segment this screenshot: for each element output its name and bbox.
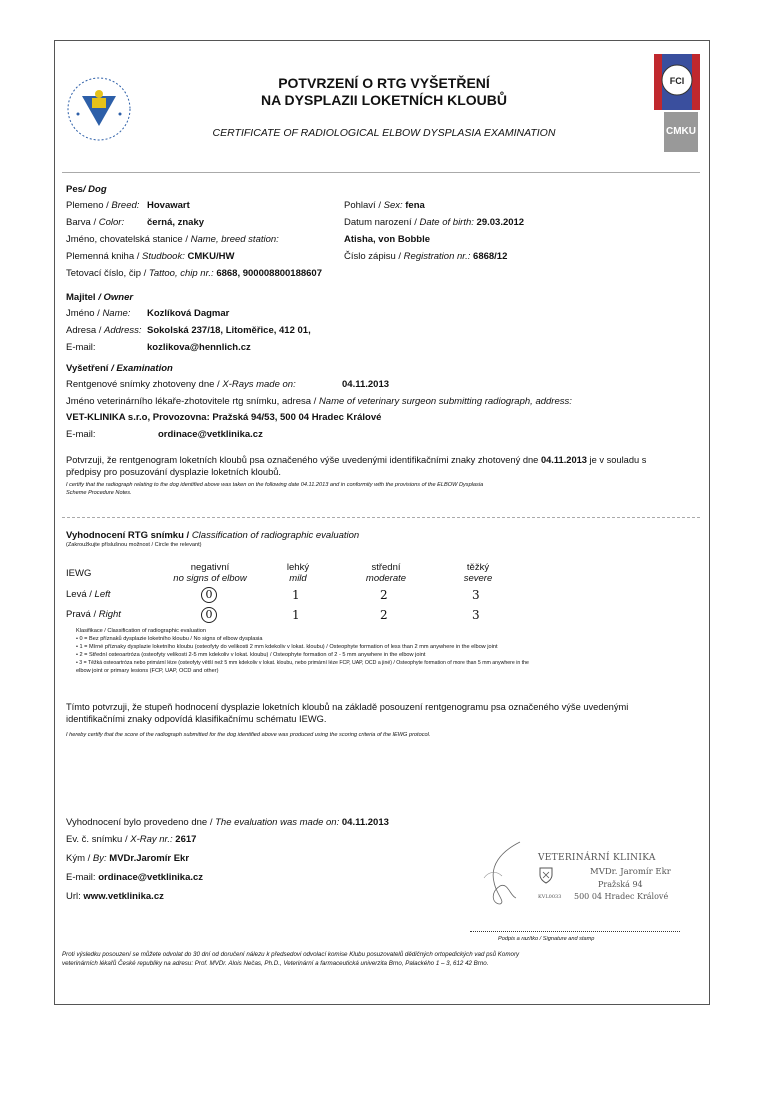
- evaluation-date-row: Vyhodnocení bylo provedeno dne / The evaluation was made on: 04.11.2013: [66, 817, 389, 828]
- studbook-row: Plemenná kniha / Studbook: CMKU/HW: [66, 251, 235, 262]
- owner-name-value: Kozlíková Dagmar: [147, 308, 230, 319]
- legend-1: • 1 = Mírné příznaky dysplazie loketního kloubu (osteofyty do velikosti 2 mm kdekoliv v lokat. kloubu) / Osteophyte formation of less than 2 mm anywhere in the elbow joint: [76, 644, 498, 650]
- col-moderate-en: moderate: [365, 573, 407, 584]
- signature-label: Podpis a razítko / Signature and stamp: [498, 936, 595, 942]
- col-severe-en: severe: [463, 573, 493, 584]
- stamp-line2: MVDr. Jaromír Ekr: [590, 867, 671, 877]
- score-left-3: 3: [472, 588, 480, 602]
- footer-line1: Proti výsledku posouzení se můžete odvolat do 30 dní od doručení nálezu k předsedovi odvolací komise Klubu posuzovatelů dědičných ortopedických vad psů Komory: [62, 951, 520, 958]
- legend-0: • 0 = Bez příznaků dysplazie loketního kloubu / No signs of elbow dysplasia: [76, 636, 263, 642]
- legend-3a: • 3 = Těžká osteoartróza nebo primární léze (osteofyty větší než 5 mm kdekoliv v lokat. kloubu, nebo primární léze FCP, UAP, OCD a jiné) / Osteophyte formation of more than 5 mm anywhere in the: [76, 660, 529, 666]
- evaluator-by-row: Kým / By: MVDr.Jaromír Ekr: [66, 853, 190, 864]
- col-mild-cz: lehký: [286, 562, 310, 573]
- evaluator-email-row: E-mail: ordinace@vetklinika.cz: [66, 872, 204, 883]
- color-row: Barva / Color:: [66, 217, 125, 228]
- score-right-0: 0: [201, 607, 217, 623]
- tattoo-row: Tetovací číslo, čip / Tattoo, chip nr.: 6868, 900008800188607: [66, 268, 322, 279]
- dob-row: Datum narození / Date of birth: 29.03.2012: [344, 217, 525, 228]
- legend-3b: elbow joint or primary lesions (FCP, UAP, OCD and other): [76, 668, 219, 674]
- score-right-1: 1: [292, 608, 300, 622]
- xray-nr-row: Ev. č. snímku / X-Ray nr.: 2617: [66, 834, 197, 845]
- confirm-en-line2: Scheme Procedure Notes.: [66, 490, 132, 496]
- owner-email-label: E-mail:: [66, 342, 96, 353]
- xray-date-row: Rentgenové snímky zhotoveny dne / X-Rays made on:: [66, 379, 296, 390]
- evaluator-url-row: Url: www.vetklinika.cz: [66, 891, 164, 902]
- stamp-line1: VETERINÁRNÍ KLINIKA: [538, 853, 656, 863]
- confirm-cz-line2: předpisy pro posuzování dysplazie loketních kloubů.: [66, 467, 281, 477]
- vet-label-row: Jméno veterinárního lékaře-zhotovitele rtg snímku, adresa / Name of veterinary surgeon submitting radiograph, address:: [66, 396, 572, 407]
- title-cz-1: POTVRZENÍ O RTG VYŠETŘENÍ: [278, 75, 490, 91]
- legend-2: • 2 = Střední osteoartróza (osteofyty velikosti 2-5 mm kdekoliv v lokat. kloubu) / Osteophyte formation of 2 - 5 mm anywhere in the elbow joint: [76, 652, 426, 658]
- iewg-label: IEWG: [66, 568, 92, 579]
- sex-row: Pohlaví / Sex: fena: [344, 200, 425, 211]
- dog-section-heading: Pes/ Dog: [66, 184, 107, 195]
- left-row-label: Levá / Left: [66, 589, 111, 600]
- stamp-emblem-icon: [538, 866, 554, 884]
- signature-line: [470, 931, 680, 932]
- breed-row: Plemeno / Breed:: [66, 200, 140, 211]
- divider-mid: [62, 517, 700, 518]
- title-en: CERTIFICATE OF RADIOLOGICAL ELBOW DYSPLASIA EXAMINATION: [212, 127, 556, 139]
- owner-address-value: Sokolská 237/18, Litoměřice, 412 01,: [147, 325, 311, 336]
- score-left-2: 2: [380, 588, 388, 602]
- certify-cz-line2: identifikačními znaky odpovídá klasifikačnímu schématu IEWG.: [66, 714, 327, 724]
- score-right-2: 2: [380, 608, 388, 622]
- score-right-3: 3: [472, 608, 480, 622]
- legend-title: Klasifikace / Classification of radiographic evaluation: [76, 628, 206, 634]
- stamp-code: KVL0033: [538, 894, 562, 900]
- divider-top: [62, 172, 700, 173]
- owner-name-row: Jméno / Name:: [66, 308, 131, 319]
- confirm-cz-line1: Potvrzuji, že rentgenogram loketních kloubů psa označeného výše uvedenými identifikačními znaky zhotovený dne 04.11.2013 je v souladu s: [66, 455, 647, 465]
- breed-value: Hovawart: [147, 200, 190, 211]
- exam-section-heading: Vyšetření / Examination: [66, 363, 173, 374]
- title-cz-2: NA DYSPLAZII LOKETNÍCH KLOUBŮ: [260, 92, 508, 108]
- dog-name-row: Jméno, chovatelská stanice / Name, breed station:: [66, 234, 279, 245]
- score-left-1: 1: [292, 588, 300, 602]
- col-mild-en: mild: [289, 573, 307, 584]
- right-row-label: Pravá / Right: [66, 609, 121, 620]
- evaluation-subtitle: (Zakroužkujte příslušnou možnost / Circle the relevant): [66, 542, 202, 548]
- col-severe-cz: těžký: [466, 562, 490, 573]
- certify-en: I hereby certify that the score of the radiograph submitted for the dog identified above was produced using the scoring criteria of the IEWG protocol.: [66, 732, 431, 738]
- cmku-text: CMKU: [666, 126, 696, 137]
- vet-value: VET-KLINIKA s.r.o, Provozovna: Pražská 94/53, 500 04 Hradec Králové: [66, 412, 382, 423]
- fci-text: FCI: [669, 76, 685, 86]
- clinic-stamp: [512, 850, 682, 910]
- registration-row: Číslo zápisu / Registration nr.: 6868/12: [344, 251, 508, 262]
- col-moderate-cz: střední: [371, 562, 401, 573]
- certify-cz-line1: Tímto potvrzuji, že stupeň hodnocení dysplazie loketních kloubů na základě posouzení rentgenogramu psa označeného výše uvedenými: [66, 702, 629, 712]
- col-negative-en: no signs of elbow: [173, 573, 247, 584]
- owner-address-row: Adresa / Address:: [66, 325, 142, 336]
- owner-email-value: kozlikova@hennlich.cz: [147, 342, 251, 353]
- stamp-line3: Pražská 94: [598, 880, 643, 889]
- vet-email-label: E-mail:: [66, 429, 96, 440]
- evaluation-title: Vyhodnocení RTG snímku / Classification of radiographic evaluation: [66, 530, 360, 541]
- col-negative-cz: negativní: [190, 562, 230, 573]
- score-left-0: 0: [201, 587, 217, 603]
- footer-line2: veterinárních lékařů České republiky na adresu: Prof. MVDr. Alois Nečas, Ph.D., Veterinární a farmaceutická univerzita Brno, Palackého 1 – 3, 612 42 Brno.: [62, 960, 489, 967]
- owner-section-heading: Majitel / Owner: [66, 292, 134, 303]
- xray-date-value: 04.11.2013: [342, 379, 390, 390]
- dog-name-value: Atisha, von Bobble: [344, 234, 431, 245]
- vet-email-value: ordinace@vetklinika.cz: [158, 429, 263, 440]
- confirm-en-line1: I certify that the radiograph relating to the dog identified above was taken on the following date 04.11.2013 and in conformity with the provisions of the ELBOW Dysplasia: [66, 482, 484, 488]
- stamp-line4: 500 04 Hradec Králové: [574, 892, 669, 901]
- color-value: černá, znaky: [147, 217, 205, 228]
